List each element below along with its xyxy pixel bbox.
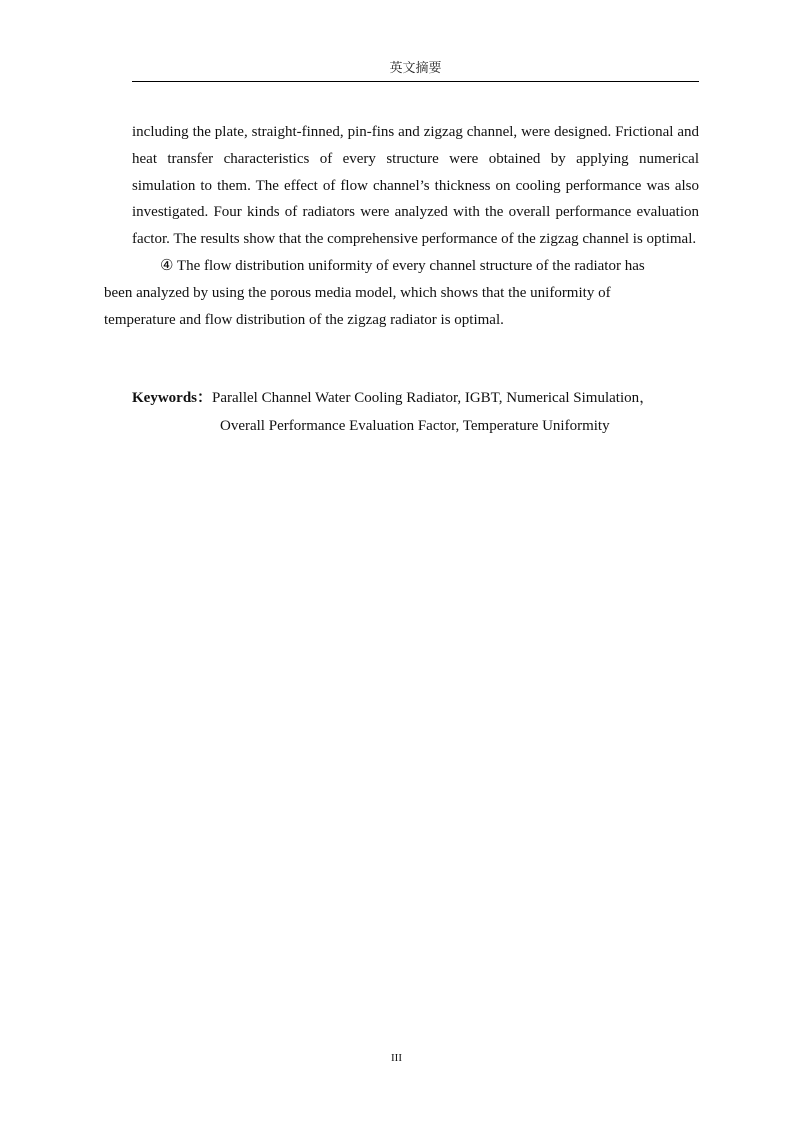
abstract-body (104, 119, 699, 333)
page-header-title: 英文摘要 (389, 61, 442, 76)
keywords-text-1: Parallel Channel Water Cooling Radiator, IGBT, Numerical Simulation， (212, 390, 655, 406)
abstract-paragraph-1: including the plate, straight-finned, pin-fins and zigzag channel, were designed. Frictional and heat transfer characteristics of every structure were obtained by applying numerical simulation to them. The effect of flow channel’s thickness on cooling performance was also investigated. Four kinds of radiators were analyzed with the overall performance evaluation factor. The results show that the comprehensive performance of the zigzag channel is optimal. (132, 124, 699, 248)
paragraph-2-line-1: ④ The flow distribution uniformity of every channel structure of the radiator has (160, 257, 645, 274)
keywords-label: Keywords： (132, 390, 212, 406)
keywords-line-2: Overall Performance Evaluation Factor, Temperature Uniformity (220, 418, 610, 434)
keywords-section (132, 384, 722, 440)
page-number: III (391, 1052, 402, 1064)
keywords-line-1 (132, 384, 722, 412)
abstract-paragraph-2 (104, 253, 699, 333)
paragraph-2-line-2: been analyzed by using the porous media model, which shows that the uniformity of (104, 284, 611, 301)
paragraph-2-line-3: temperature and flow distribution of the zigzag radiator is optimal. (104, 311, 504, 328)
header-divider (132, 81, 699, 82)
